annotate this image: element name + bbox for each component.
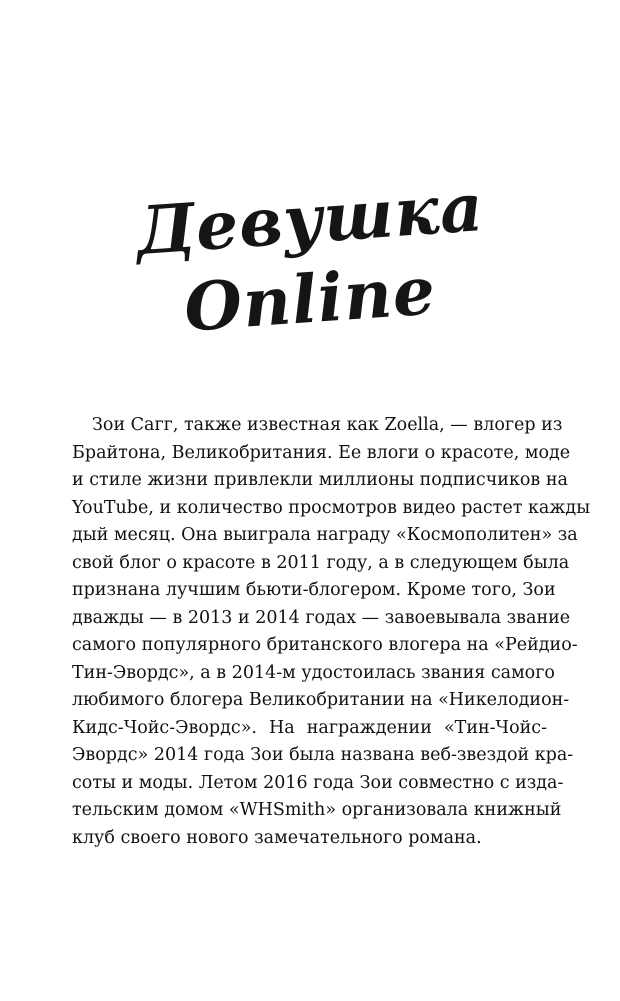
bio-line: YouTube, и количество просмотров видео растет кажды [72, 497, 591, 518]
bio-line: признана лучшим бьюти-блогером. Кроме того, Зои [72, 580, 556, 600]
bio-line: свой блог о красоте в 2011 году, а в следующем была [72, 552, 570, 573]
bio-line: и стиле жизни привлекли миллионы подписчиков на [72, 470, 568, 490]
bio-line: Кидс-Чойс-Эвордс». На награждении «Тин-Чойс- [72, 717, 547, 738]
bio-line: Тин-Эвордс», а в 2014-м удостоилась звания самого [72, 662, 555, 683]
bio-line: любимого блогера Великобритании на «Никелодион- [72, 690, 570, 710]
bio-line: Эвордс» 2014 года Зои была названа веб-звездой кра- [72, 745, 574, 765]
book-title-line-1: Девушка [133, 167, 487, 271]
bio-line: соты и моды. Летом 2016 года Зои совместно с изда- [72, 772, 564, 793]
book-title-line-2: Online [181, 251, 439, 347]
bio-line: Зои Сагг, также известная как Zoella, — влогер из [92, 415, 563, 435]
bio-line: самого популярного британского влогера на «Рейдио- [72, 635, 578, 655]
bio-line: дый месяц. Она выиграла награду «Космополитен» за [72, 525, 578, 545]
bio-line: дважды — в 2013 и 2014 годах — завоевывала звание [72, 607, 571, 628]
bio-line: Брайтона, Великобритания. Ее влоги о красоте, моде [72, 442, 571, 463]
bio-line: тельским домом «WHSmith» организовала книжный [72, 800, 562, 820]
bio-line: клуб своего нового замечательного романа. [72, 827, 482, 848]
author-bio-paragraph [72, 412, 591, 852]
